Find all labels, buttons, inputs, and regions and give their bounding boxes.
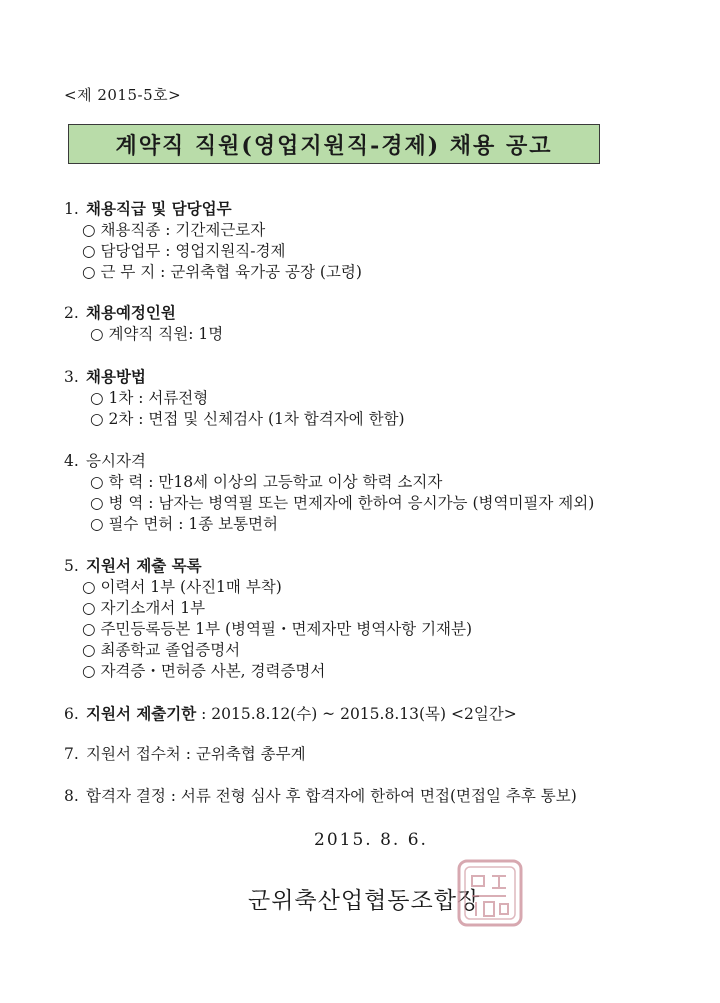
section-label: 채용방법 [86,367,146,386]
issue-date: 2015. 8. 6. [314,830,428,850]
notice-title: 계약직 직원(영업지원직-경제) 채용 공고 [115,132,553,159]
list-item: ○ 주민등록등본 1부 (병역필・면제자만 병역사항 기재분) [82,620,473,638]
official-seal-icon [456,858,524,928]
selection-text: 합격자 결정 : 서류 전형 심사 후 합격자에 한하여 면접(면접일 추후 통보) [86,787,577,805]
section-label: 지원서 제출 목록 [86,556,202,575]
section-3 [64,366,405,430]
section-label: 응시자격 [86,452,146,470]
list-item: ○ 병 역 : 남자는 병역필 또는 면제자에 한하여 응시가능 (병역미필자 제외) [90,494,595,512]
section-number: 2. [64,304,79,322]
section-8 [64,785,577,807]
section-2 [64,302,223,345]
list-item: ○ 2차 : 면접 및 신체검사 (1차 합격자에 한함) [90,410,405,428]
section-number: 5. [64,557,79,575]
list-item: ○ 최종학교 졸업증명서 [82,641,241,659]
list-item: ○ 자기소개서 1부 [82,599,206,617]
list-item: ○ 이력서 1부 (사진1매 부착) [82,578,282,596]
section-number: 8. [64,787,79,805]
section-1 [64,198,362,283]
organization-name: 군위축산업협동조합장 [248,888,481,914]
section-heading [64,450,594,472]
section-heading [64,366,405,388]
section-number: 4. [64,452,79,470]
list-item: ○ 담당업무 : 영업지원직-경제 [82,242,286,260]
list-item: ○ 필수 면허 : 1종 보통면허 [90,515,279,533]
notice-title-box [68,124,600,164]
section-number: 6. [64,705,79,723]
list-item: ○ 채용직종 : 기간제근로자 [82,221,266,239]
deadline-label: 지원서 제출기한 [86,704,197,723]
section-6 [64,703,517,725]
deadline-text: : 2015.8.12(수) ~ 2015.8.13(목) <2일간> [196,705,517,723]
list-item: ○ 근 무 지 : 군위축협 육가공 공장 (고령) [82,263,362,281]
reception-text: 지원서 접수처 : 군위축협 총무계 [86,745,306,763]
section-7 [64,743,306,765]
list-item: ○ 1차 : 서류전형 [90,389,209,407]
section-heading [64,198,362,220]
list-item: ○ 계약직 직원: 1명 [90,325,224,343]
section-number: 1. [64,200,79,218]
section-5 [64,555,472,682]
section-heading [64,555,472,577]
section-number: 3. [64,368,79,386]
document-number: <제 2015-5호> [64,86,182,104]
section-label: 채용예정인원 [86,303,176,322]
section-number: 7. [64,745,79,763]
section-heading [64,302,223,324]
list-item: ○ 자격증・면허증 사본, 경력증명서 [82,662,326,680]
list-item: ○ 학 력 : 만18세 이상의 고등학교 이상 학력 소지자 [90,473,443,491]
section-label: 채용직급 및 담당업무 [86,199,232,218]
section-4 [64,450,594,535]
